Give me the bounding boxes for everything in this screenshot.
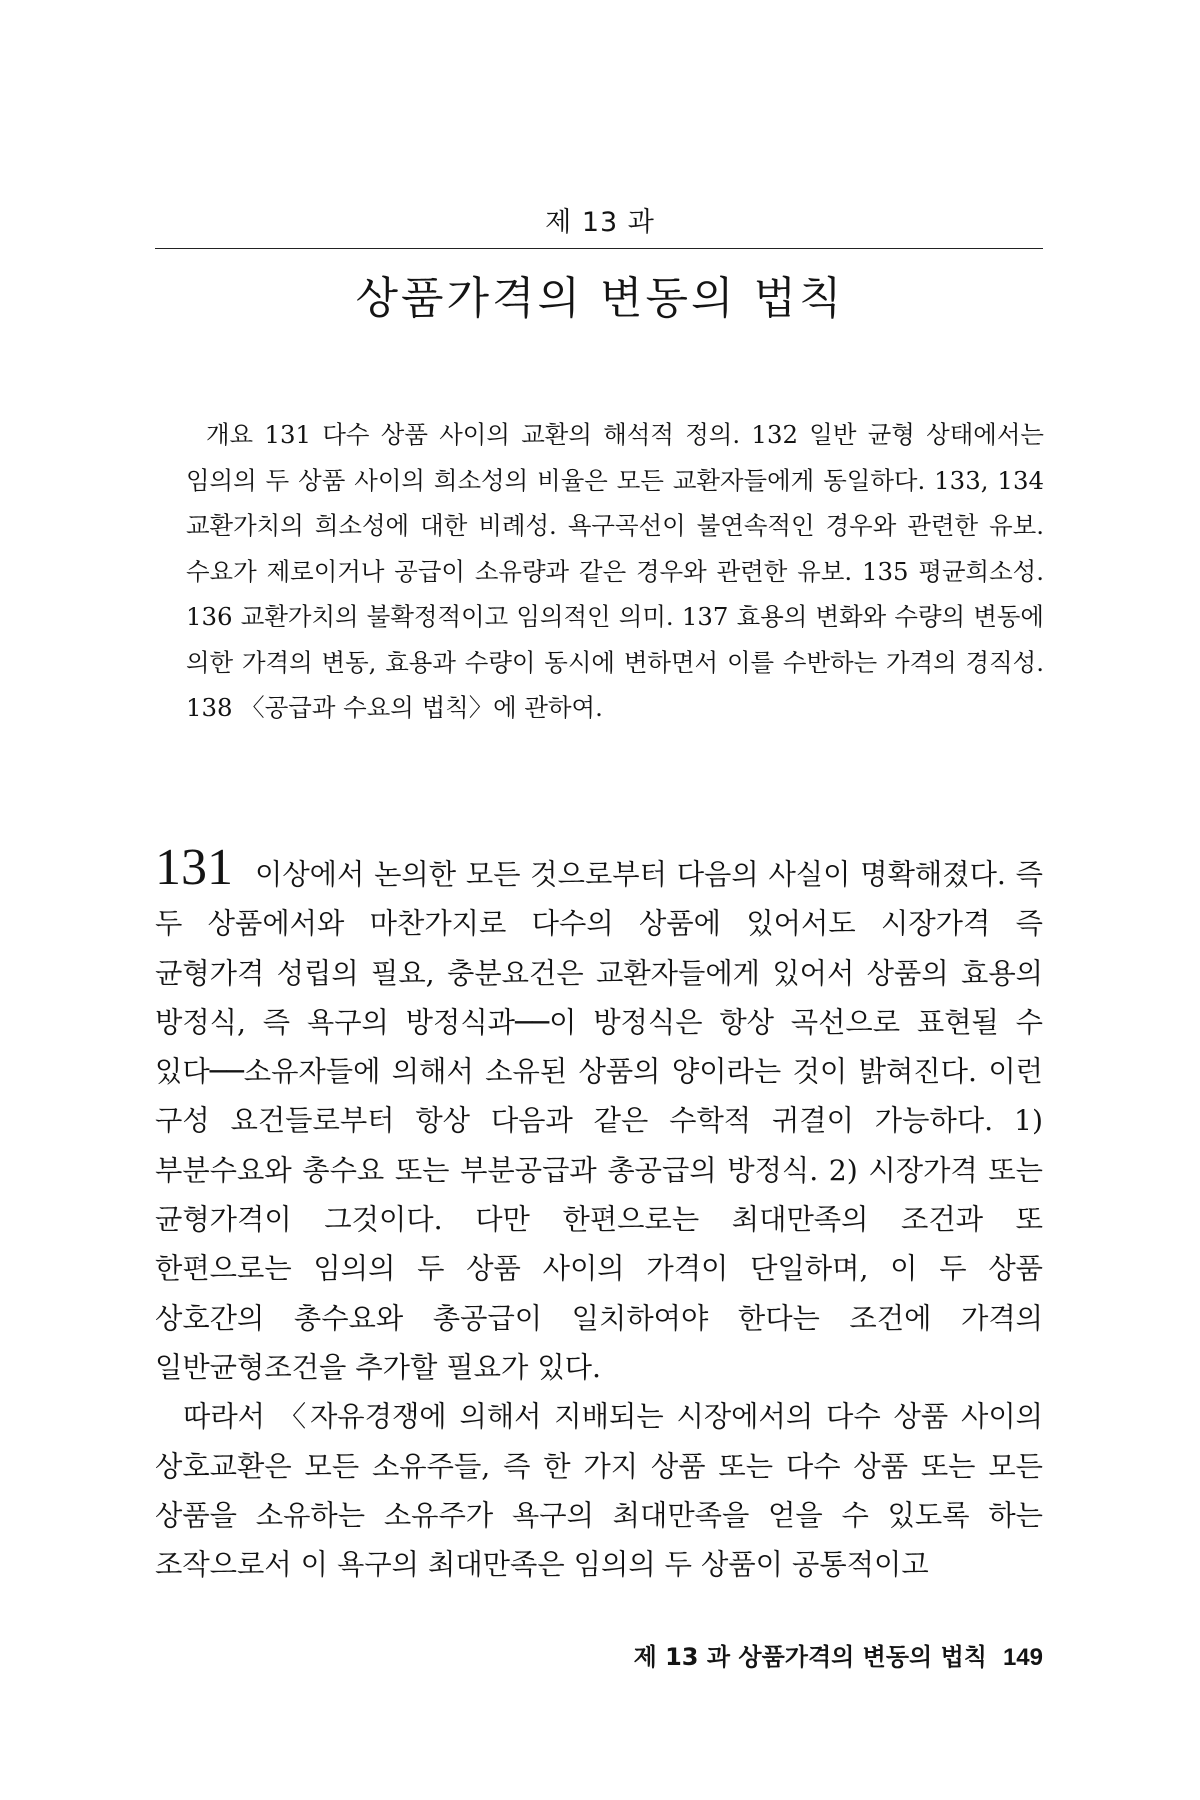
chapter-label: 제 13 과	[545, 207, 655, 238]
footer-running-title: 제 13 과 상품가격의 변동의 법칙	[633, 1643, 987, 1671]
running-footer	[634, 1637, 1043, 1672]
page-number: 149	[1002, 1644, 1043, 1671]
chapter-divider	[155, 248, 1043, 249]
body-text	[155, 839, 1043, 1589]
body-paragraph	[155, 839, 1043, 1392]
chapter-summary: 개요 131 다수 상품 사이의 교환의 해석적 정의. 132 일반 균형 상태에서는 임의의 두 상품 사이의 희소성의 비율은 모든 교환자들에게 동일하다. 133, 134 교환가치의 희소성에 대한 비례성. 욕구곡선이 불연속적인 경우와 관련한 유보. 수요가 제로이거나 공급이 소유량과 같은 경우와 관련한 유보. 135 평균희소성. 136 교환가치의 불확정적이고 임의적인 의미. 137 효용의 변화와 수량의 변동에 의한 가격의 변동, 효용과 수량이 동시에 변하면서 이를 수반하는 가격의 경직성. 138 〈공급과 수요의 법칙〉에 관하여.	[186, 420, 1044, 722]
chapter-title: 상품가격의 변동의 법칙	[355, 273, 845, 324]
body-paragraph: 따라서 〈자유경쟁에 의해서 지배되는 시장에서의 다수 상품 사이의 상호교환은 모든 소유주들, 즉 한 가지 상품 또는 다수 상품 또는 모든 상품을 소유하는 소유주가 욕구의 최대만족을 얻을 수 있도록 하는 조작으로서 이 욕구의 최대만족은 임의의 두 상품이 공통적이고	[155, 1400, 1043, 1582]
section-number: 131	[155, 839, 233, 896]
paragraph-text: 이상에서 논의한 모든 것으로부터 다음의 사실이 명확해졌다. 즉 두 상품에서와 마찬가지로 다수의 상품에 있어서도 시장가격 즉 균형가격 성립의 필요, 충분요건은 교환자들에게 있어서 상품의 효용의 방정식, 즉 욕구의 방정식과──이 방정식은 항상 곡선으로 표현될 수 있다──소유자들에 의해서 소유된 상품의 양이라는 것이 밝혀진다. 이런 구성 요건들로부터 항상 다음과 같은 수학적 귀결이 가능하다. 1) 부분수요와 총수요 또는 부분공급과 총공급의 방정식. 2) 시장가격 또는 균형가격이 그것이다. 다만 한편으로는 최대만족의 조건과 또 한편으로는 임의의 두 상품 사이의 가격이 단일하며, 이 두 상품 상호간의 총수요와 총공급이 일치하여야 한다는 조건에 가격의 일반균형조건을 추가할 필요가 있다.	[155, 858, 1043, 1384]
